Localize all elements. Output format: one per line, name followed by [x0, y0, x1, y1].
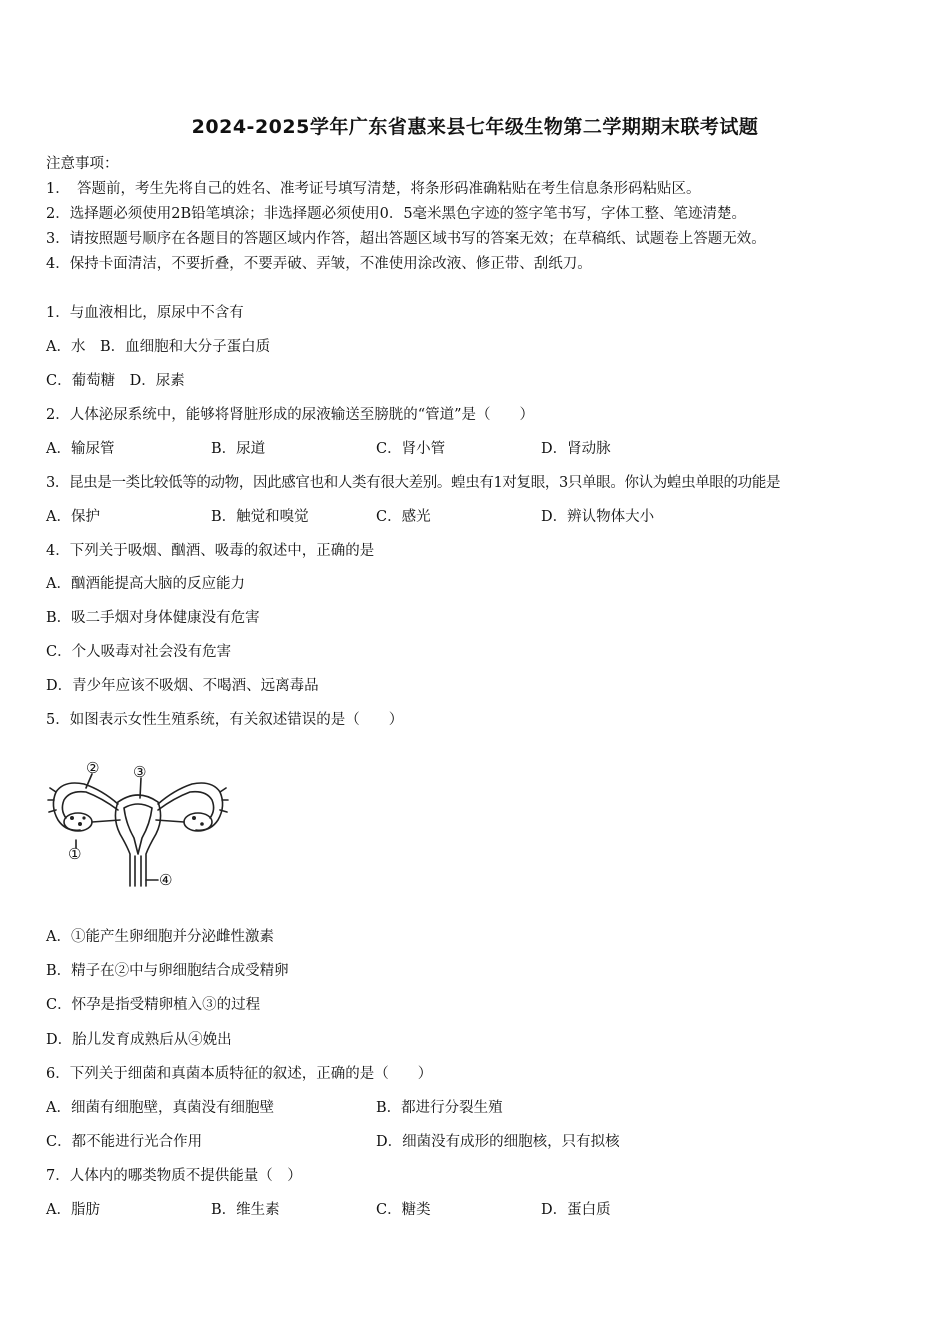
right-ovary: [184, 813, 212, 831]
notice-item-3: 3．请按照题号顺序在各题目的答题区域内作答，超出答题区域书写的答案无效；在草稿纸、试题卷上答题无效。: [46, 231, 766, 247]
question-6-stem: 6．下列关于细菌和真菌本质特征的叙述，正确的是（ ）: [46, 1066, 433, 1082]
question-3-option-a: A．保护: [46, 509, 100, 525]
question-4-option-c: C．个人吸毒对社会没有危害: [46, 644, 232, 660]
diagram-label-1: ①: [68, 845, 82, 863]
question-5-option-c: C．怀孕是指受精卵植入③的过程: [46, 997, 261, 1013]
notice-item-1: 1． 答题前，考生先将自己的姓名、准考证号填写清楚，将条形码准确粘贴在考生信息条形码粘贴区。: [46, 181, 701, 197]
diagram-label-4: ④: [159, 871, 173, 889]
question-4-option-b: B．吸二手烟对身体健康没有危害: [46, 610, 260, 626]
notice-item-4: 4．保持卡面清洁，不要折叠，不要弄破、弄皱，不准使用涂改液、修正带、刮纸刀。: [46, 256, 592, 272]
question-3-option-d: D．辨认物体大小: [541, 509, 655, 525]
page-title: 2024-2025学年广东省惠来县七年级生物第二学期期末联考试题: [191, 116, 759, 138]
question-3-option-b: B．触觉和嗅觉: [211, 509, 309, 525]
question-4-option-a: A．酗酒能提高大脑的反应能力: [46, 576, 245, 592]
question-4-option-d: D．青少年应该不吸烟、不喝酒、远离毒品: [46, 678, 319, 694]
question-7-option-d: D．蛋白质: [541, 1202, 611, 1218]
left-ovary: [64, 813, 92, 831]
question-7-option-c: C．糖类: [376, 1202, 431, 1218]
question-3-stem: 3．昆虫是一类比较低等的动物，因此感官也和人类有很大差别。蝗虫有1对复眼，3只单眼。你认为蝗虫单眼的功能是: [46, 475, 781, 491]
question-4-stem: 4．下列关于吸烟、酗酒、吸毒的叙述中，正确的是: [46, 543, 375, 559]
label-3-leader: [140, 778, 141, 798]
question-5-option-d: D．胎儿发育成熟后从④娩出: [46, 1032, 232, 1048]
female-reproductive-system-diagram: [46, 758, 231, 893]
question-7-option-b: B．维生素: [211, 1202, 280, 1218]
question-7-option-a: A．脂肪: [46, 1202, 100, 1218]
question-2-option-a: A．输尿管: [46, 441, 115, 457]
question-1-options-row-2: C．葡萄糖 D．尿素: [46, 373, 185, 389]
question-6-option-b: B．都进行分裂生殖: [376, 1100, 503, 1116]
question-5-option-b: B．精子在②中与卵细胞结合成受精卵: [46, 963, 289, 979]
question-2-stem: 2．人体泌尿系统中，能够将肾脏形成的尿液输送至膀胱的“管道”是（ ）: [46, 407, 535, 423]
question-2-option-c: C．肾小管: [376, 441, 446, 457]
uterine-cavity: [124, 804, 152, 854]
diagram-label-2: ②: [86, 759, 100, 777]
diagram-label-3: ③: [133, 763, 147, 781]
question-1-stem: 1．与血液相比，原尿中不含有: [46, 305, 244, 321]
notice-heading: 注意事项：: [46, 156, 119, 172]
question-6-option-d: D．细菌没有成形的细胞核，只有拟核: [376, 1134, 620, 1150]
question-6-option-a: A．细菌有细胞壁，真菌没有细胞壁: [46, 1100, 274, 1116]
uterus-outline: [115, 795, 160, 886]
question-5-option-a: A．①能产生卵细胞并分泌雌性激素: [46, 929, 274, 945]
question-7-stem: 7．人体内的哪类物质不提供能量（ ）: [46, 1168, 302, 1184]
question-3-option-c: C．感光: [376, 509, 431, 525]
question-1-options-row-1: A．水 B．血细胞和大分子蛋白质: [46, 339, 271, 355]
question-2-option-b: B．尿道: [211, 441, 266, 457]
question-5-stem: 5．如图表示女性生殖系统，有关叙述错误的是（ ）: [46, 712, 404, 728]
notice-item-2: 2．选择题必须使用2B铅笔填涂；非选择题必须使用0．5毫米黑色字迹的签字笔书写，字体工整、笔迹清楚。: [46, 206, 747, 222]
question-6-option-c: C．都不能进行光合作用: [46, 1134, 203, 1150]
question-2-option-d: D．肾动脉: [541, 441, 611, 457]
